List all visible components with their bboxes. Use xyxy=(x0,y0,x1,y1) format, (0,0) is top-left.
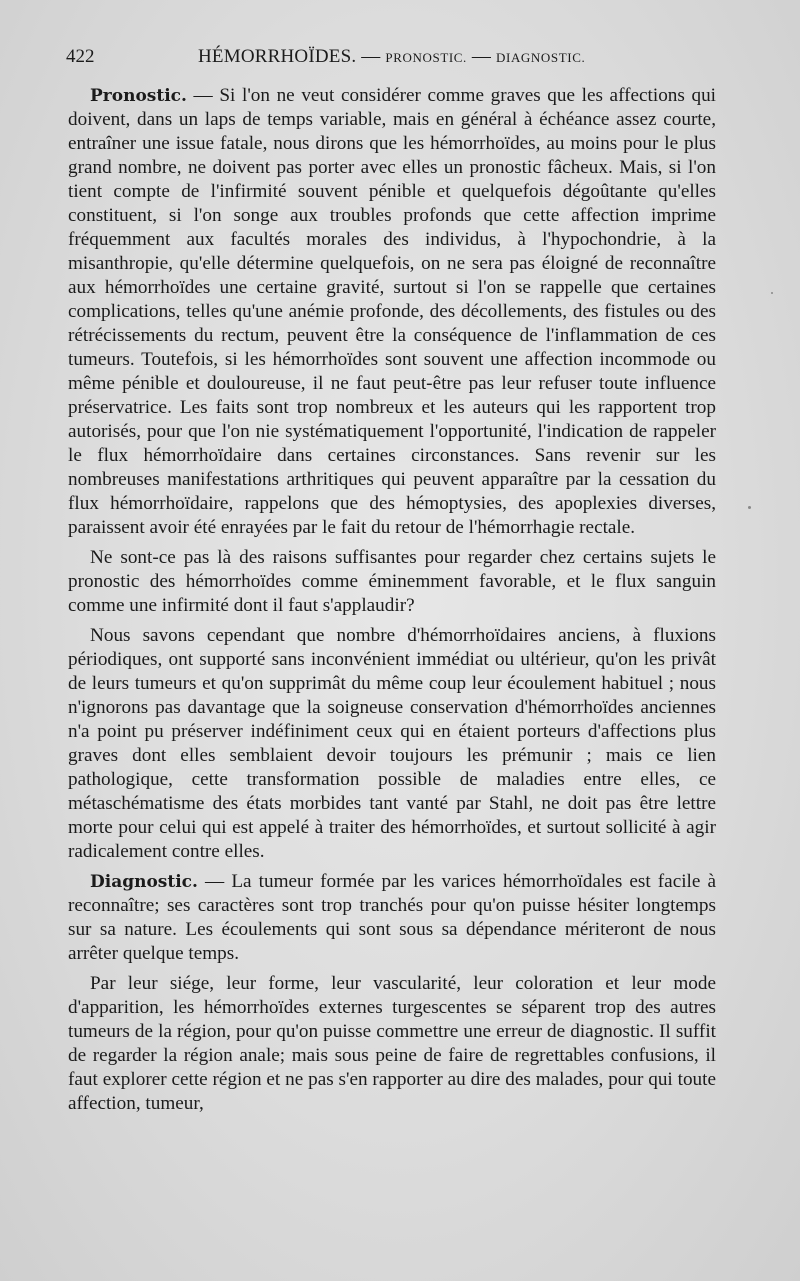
paragraph xyxy=(68,972,716,1116)
paragraph-text: Nous savons cependant que nombre d'hémorrhoïdaires anciens, à fluxions périodiques, ont supporté sans inconvénient immédiat ou ultérieur, qu'on les privât de leurs tumeurs et qu'on supprimât du même coup leur écoulement habituel ; nous n'ignorons pas davantage que la soigneuse conservation d'hémorrhoïdes anciennes n'a point pu préserver indéfiniment ceux qui en étaient porteurs d'affections plus graves dont elles semblaient devoir toujours les prémunir ; mais ce lien pathologique, cette transformation possible de maladies entre elles, ce métaschématisme des états morbides tant vanté par Stahl, ne doit pas être lettre morte pour celui qui est appelé à traiter des hémorrhoïdes, et surtout sollicité à agir radicalement contre elles. xyxy=(68,625,716,862)
paragraph-text: — Si l'on ne veut considérer comme graves que les affections qui doivent, dans un laps de temps variable, mais en général à échéance assez courte, entraîner une issue fatale, nous dirons que les hémorrhoïdes, au moins pour le plus grand nombre, ne doivent pas porter avec elles un pronostic fâcheux. Mais, si l'on tient compte de l'infirmité souvent pénible et quelquefois dégoûtante qu'elles constituent, si l'on songe aux troubles profonds que cette affection imprime fréquemment aux facultés morales des individus, à l'hypochondrie, à la misanthropie, qu'elle détermine quelquefois, on ne sera pas éloigné de reconnaître aux hémorrhoïdes une certaine gravité, surtout si l'on se rappelle que certaines complications, telles qu'une anémie profonde, des décollements, des fistules ou des rétrécissements du rectum, peuvent être la conséquence de l'inflammation de ces tumeurs. Toutefois, si les hémorrhoïdes sont souvent une affection incommode ou même pénible et douloureuse, il ne faut peut-être pas leur refuser toute influence préservatrice. Les faits sont trop nombreux et les auteurs qui les rapportent trop autorisés, pour que l'on nie systématiquement l'opportunité, l'indication de rappeler le flux hémorrhoïdaire dans certaines circonstances. Sans revenir sur les nombreuses manifestations arthritiques qui peuvent apparaître par la cessation du flux hémorrhoïdaire, rappelons que des hémoptysies, des apoplexies diverses, paraissent avoir été enrayées par le fait du retour de l'hémorrhagie rectale. xyxy=(68,85,716,538)
header-separator: — xyxy=(471,46,492,67)
page-body xyxy=(68,84,716,1122)
paragraph xyxy=(68,546,716,618)
paragraph-diagnostic xyxy=(68,870,716,966)
chapter-title: HÉMORRHOÏDES. xyxy=(198,46,357,67)
paper-speck xyxy=(771,292,773,294)
paragraph-text: Ne sont-ce pas là des raisons suffisantes pour regarder chez certains sujets le pronostic des hémorrhoïdes comme éminemment favorable, et le flux sanguin comme une infirmité dont il faut s'applaudir? xyxy=(68,547,716,616)
header-separator: — xyxy=(361,46,381,67)
page-number: 422 xyxy=(66,46,95,67)
paragraph-text: Par leur siége, leur forme, leur vascularité, leur coloration et leur mode d'apparition, les hémorrhoïdes externes turgescentes se séparent trop des autres tumeurs de la région, pour qu'on puisse commettre une erreur de diagnostic. Il suffit de regarder la région anale; mais sous peine de faire de regrettables confusions, il faut explorer cette région et ne pas s'en rapporter au dire des malades, pour qui toute affection, tumeur, xyxy=(68,973,716,1114)
section-diagnostic: DIAGNOSTIC. xyxy=(496,50,586,65)
paragraph-text: — La tumeur formée par les varices hémorrhoïdales est facile à reconnaître; ses caractères sont trop tranchés pour qu'on puisse hésiter longtemps sur sa nature. Les écoulements qui sont sous sa dépendance mériteront de nous arrêter quelque temps. xyxy=(68,871,716,964)
section-pronostic: PRONOSTIC. xyxy=(385,50,467,65)
running-title xyxy=(198,46,585,68)
paper-speck xyxy=(748,506,751,509)
paragraph xyxy=(68,624,716,864)
running-header xyxy=(66,46,720,74)
paragraph-pronostic xyxy=(68,84,716,540)
paragraph-lead: Diagnostic. xyxy=(90,872,198,892)
paragraph-lead: Pronostic. xyxy=(90,86,187,106)
